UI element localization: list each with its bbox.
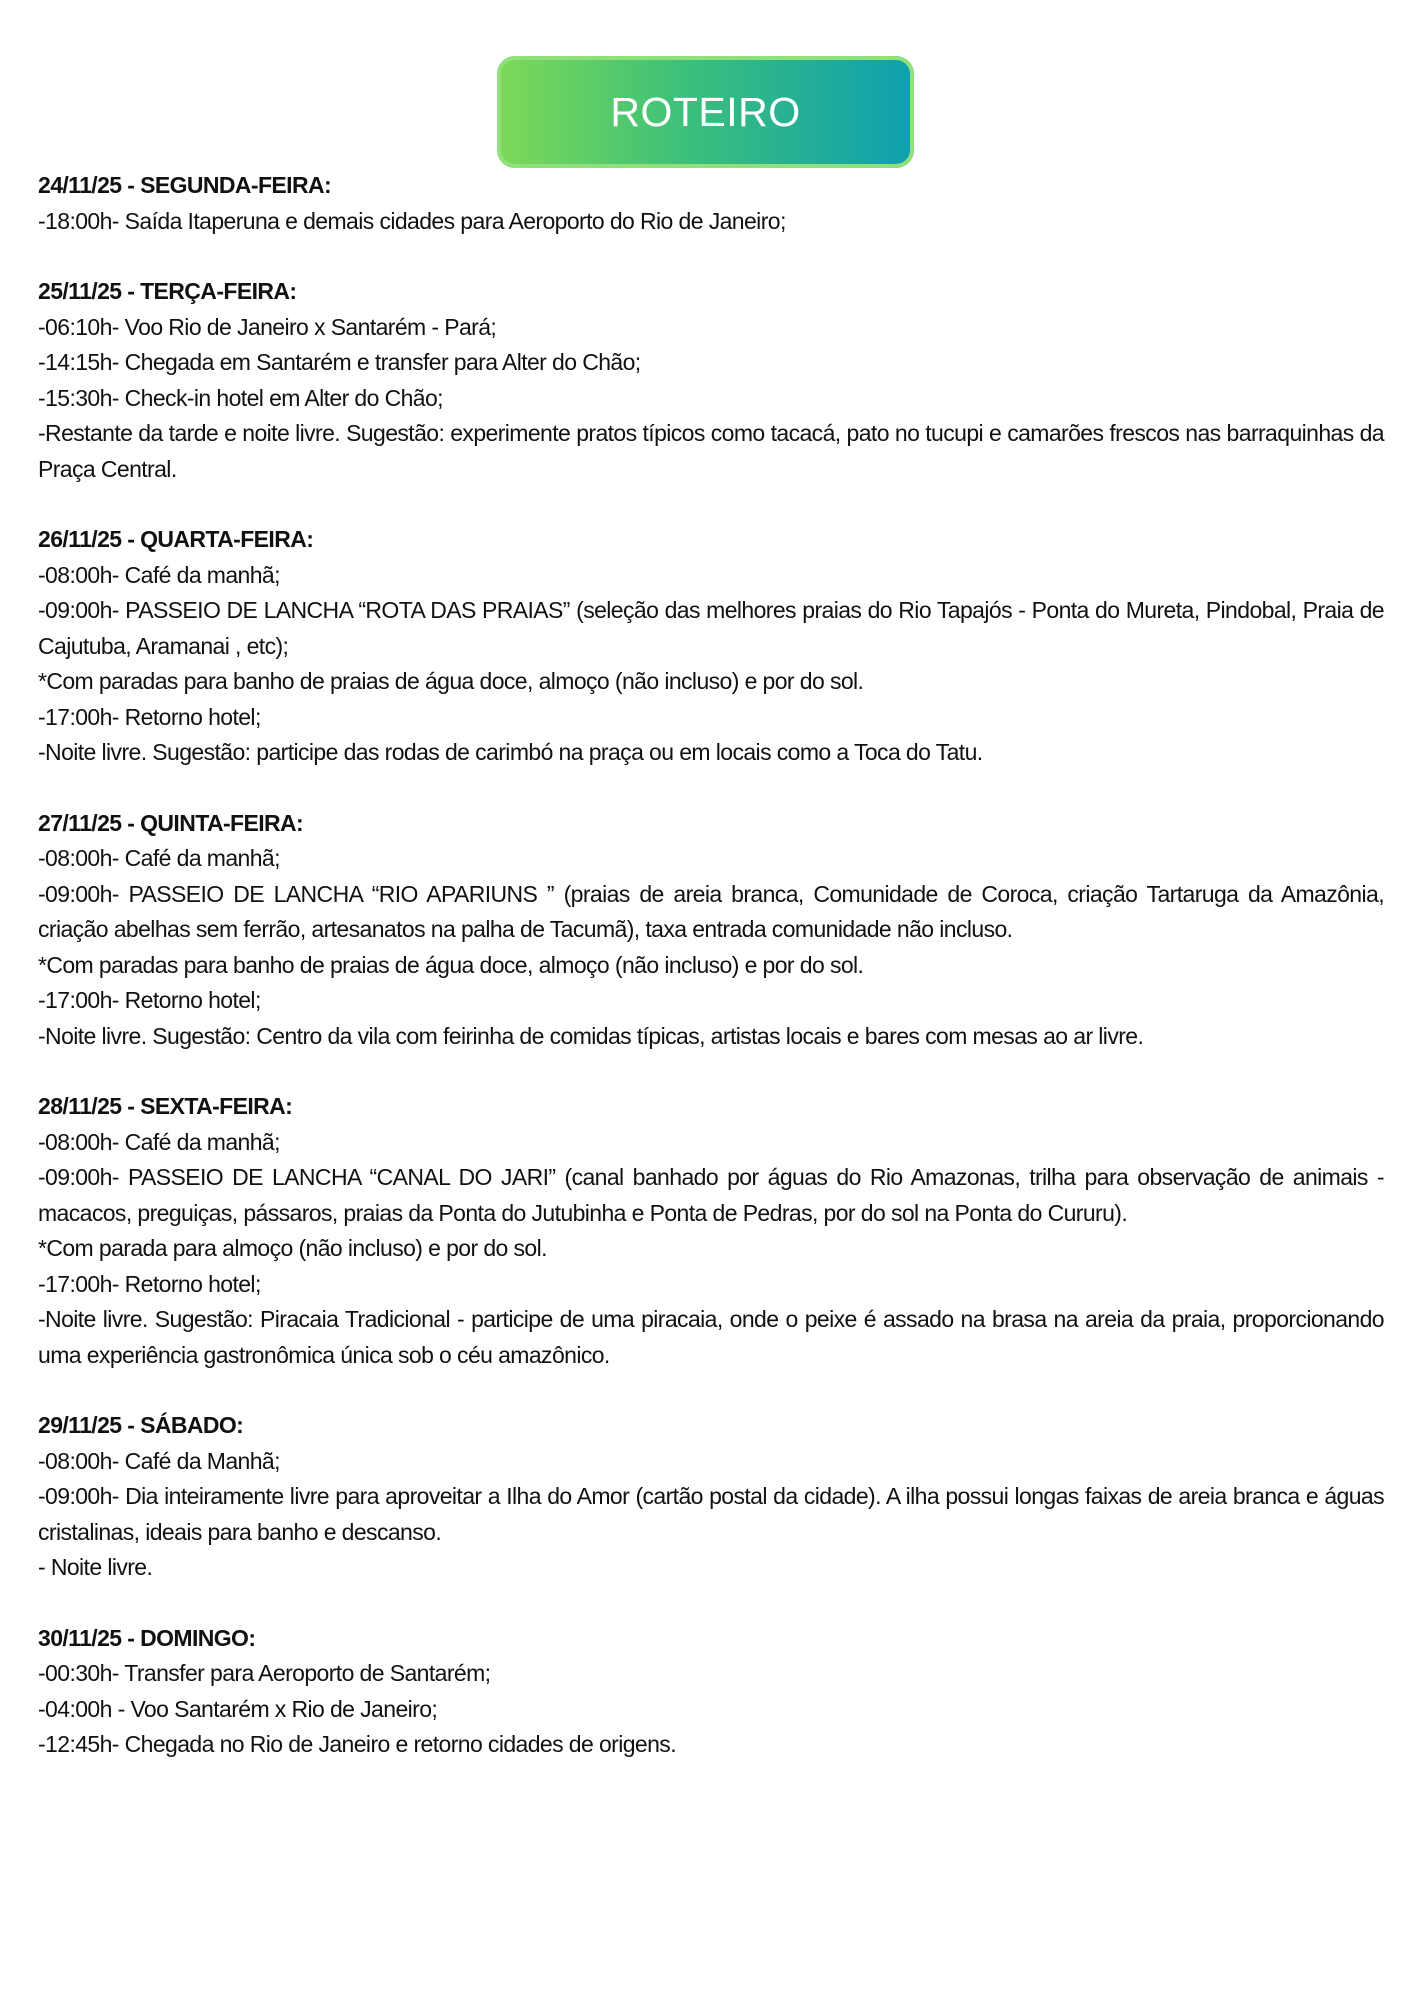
itinerary-line: -04:00h - Voo Santarém x Rio de Janeiro; [38,1695,438,1722]
day-section [38,1621,1384,1763]
itinerary-line: -08:00h- Café da manhã; [38,845,280,871]
itinerary-line: -08:00h- Café da Manhã; [38,1447,280,1474]
itinerary-line: -15:30h- Check-in hotel em Alter do Chão; [38,384,443,411]
day-heading: 24/11/25 - SEGUNDA-FEIRA: [38,172,332,198]
itinerary-line: *Com parada para almoço (não incluso) e por do sol. [38,1235,547,1261]
itinerary-line: -Noite livre. Sugestão: Piracaia Tradicional - participe de uma piracaia, onde o peixe é assado na brasa na areia da praia, proporcionando uma experiência gastronômica única sob o céu amazônico. [38,1306,1384,1368]
day-section [38,1089,1384,1373]
itinerary-line: -08:00h- Café da manhã; [38,1128,280,1155]
itinerary-line: -14:15h- Chegada em Santarém e transfer para Alter do Chão; [38,349,641,375]
itinerary-line: *Com paradas para banho de praias de água doce, almoço (não incluso) e por do sol. [38,951,864,978]
page-title: ROTEIRO [610,88,801,135]
itinerary-line: -18:00h- Saída Itaperuna e demais cidades para Aeroporto do Rio de Janeiro; [38,207,786,234]
title-badge [497,56,914,168]
itinerary-line: -Noite livre. Sugestão: Centro da vila com feirinha de comidas típicas, artistas locais e bares com mesas ao ar livre. [38,1022,1144,1049]
day-section [38,806,1384,1055]
itinerary [38,168,1384,1798]
itinerary-line: -17:00h- Retorno hotel; [38,987,261,1013]
itinerary-line: -17:00h- Retorno hotel; [38,703,261,730]
day-heading: 29/11/25 - SÁBADO: [38,1412,244,1438]
day-heading: 26/11/25 - QUARTA-FEIRA: [38,526,314,552]
itinerary-line: -08:00h- Café da manhã; [38,561,280,588]
itinerary-line: -06:10h- Voo Rio de Janeiro x Santarém - Pará; [38,313,497,340]
itinerary-line: -09:00h- PASSEIO DE LANCHA “ROTA DAS PRAIAS” (seleção das melhores praias do Rio Tapajós - Ponta do Mureta, Pindobal, Praia de Cajutuba, Aramanai , etc); [38,597,1384,659]
day-heading: 25/11/25 - TERÇA-FEIRA: [38,278,297,304]
itinerary-line: -09:00h- PASSEIO DE LANCHA “RIO APARIUNS ” (praias de areia branca, Comunidade de Coroca, criação Tartaruga da Amazônia, criação abelhas sem ferrão, artesanatos na palha de Tacumã), taxa entrada comunidade não incluso. [38,880,1384,942]
itinerary-line: -Noite livre. Sugestão: participe das rodas de carimbó na praça ou em locais como a Toca do Tatu. [38,739,983,765]
itinerary-line: -09:00h- PASSEIO DE LANCHA “CANAL DO JARI” (canal banhado por águas do Rio Amazonas, trilha para observação de animais - macacos, preguiças, pássaros, praias da Ponta do Jutubinha e Ponta de Pedras, por do sol na Ponta do Cururu). [38,1164,1384,1226]
itinerary-line: -09:00h- Dia inteiramente livre para aproveitar a Ilha do Amor (cartão postal da cidade). A ilha possui longas faixas de areia branca e águas cristalinas, ideais para banho e descanso. [38,1483,1384,1545]
itinerary-line: -Restante da tarde e noite livre. Sugestão: experimente pratos típicos como tacacá, pato no tucupi e camarões frescos nas barraquinhas da Praça Central. [38,420,1384,482]
day-section [38,274,1384,487]
itinerary-line: -12:45h- Chegada no Rio de Janeiro e retorno cidades de origens. [38,1731,676,1757]
itinerary-line: *Com paradas para banho de praias de água doce, almoço (não incluso) e por do sol. [38,668,864,694]
day-section [38,522,1384,771]
day-heading: 28/11/25 - SEXTA-FEIRA: [38,1093,293,1119]
day-section [38,1408,1384,1586]
itinerary-line: - Noite livre. [38,1554,153,1580]
itinerary-line: -00:30h- Transfer para Aeroporto de Santarém; [38,1660,491,1686]
day-heading: 30/11/25 - DOMINGO: [38,1624,256,1651]
day-heading: 27/11/25 - QUINTA-FEIRA: [38,809,304,836]
day-section [38,168,1384,239]
itinerary-line: -17:00h- Retorno hotel; [38,1270,261,1297]
